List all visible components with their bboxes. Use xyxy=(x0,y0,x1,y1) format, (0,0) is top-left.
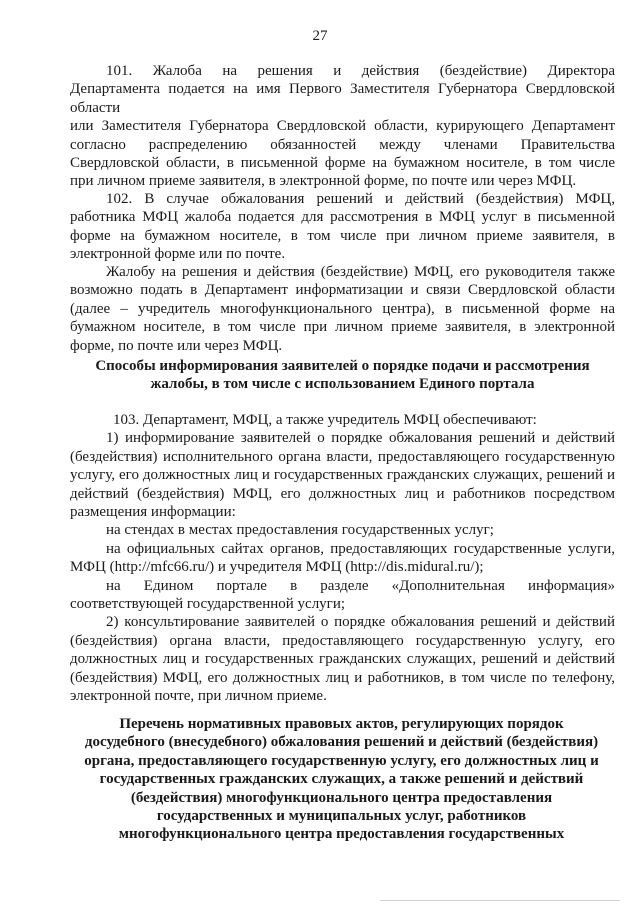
section-heading-informing: Способы информирования заявителей о порядке подачи и рассмотрения жалобы, в том числе с использованием Единого портала xyxy=(95,358,590,393)
paragraph-101-line: согласно распределению обязанностей между членами Правительства xyxy=(70,136,615,153)
paragraph-mfc-complaint xyxy=(70,263,615,355)
paragraph-mfc-text: Жалобу на решения и действия (бездействие) МФЦ, его руководителя также возможно подать в Департамент информатизации и связи Свердловской области (далее – учредитель многофункционального центра), в письменной форме на бумажном носителе, в том числе при личном приеме заявителя, в электронной форме, по почте или через МФЦ. xyxy=(70,264,615,354)
paragraph-103 xyxy=(70,411,615,706)
paragraph-103-portal: на Едином портале в разделе «Дополнительная информация» соответствующей государственной услуги; xyxy=(70,577,615,613)
paragraph-101 xyxy=(70,62,615,191)
paragraph-101-line: Департамента подается на имя Первого Заместителя Губернатора Свердловской xyxy=(70,81,615,98)
paragraph-103-item-1: 1) информирование заявителей о порядке обжалования решений и действий (бездействия) исполнительного органа власти, предоставляющего государственную услугу, его должностных лиц и государственных гражданских служащих, решений и действий (бездействия) МФЦ, его должностных лиц и работников посредством размещения информации: xyxy=(70,430,615,521)
paragraph-103-intro: 103. Департамент, МФЦ, а также учредитель МФЦ обеспечивают: xyxy=(113,412,537,428)
paragraph-101-line: 101. Жалоба на решения и действия (бездействие) Директора xyxy=(106,63,615,79)
page-number: 27 xyxy=(312,28,328,44)
paragraph-102 xyxy=(70,190,615,264)
paragraph-103-item-2: 2) консультирование заявителей о порядке обжалования решений и действий (бездействия) органа власти, предоставляющего государственную услугу, его должностных лиц и государственных гражданских служащих, решений и действий (бездействия) МФЦ, его должностных лиц и работников, в том числе по телефону, электронной почте, при личном приеме. xyxy=(70,614,615,705)
paragraph-103-stands: на стендах в местах предоставления государственных услуг; xyxy=(106,522,494,539)
paragraph-101-line: области xyxy=(70,99,121,116)
paragraph-103-sites: на официальных сайтах органов, предоставляющих государственные услуги, МФЦ (http://mfc66.ru/) и учредителя МФЦ (http://dis.midural.ru/); xyxy=(70,540,615,576)
paragraph-101-line: или Заместителя Губернатора Свердловской области, курирующего Департамент xyxy=(70,118,615,135)
paragraph-101-line: при личном приеме заявителя, в электронной форме, по почте или через МФЦ. xyxy=(70,173,577,190)
paragraph-102-text: 102. В случае обжалования решений и действий (бездействия) МФЦ, работника МФЦ жалоба подается для рассмотрения в МФЦ услуг в письменной форме на бумажном носителе, в том числе при личном приеме заявителя, в электронной форме или по почте. xyxy=(70,191,615,263)
section-heading-legal-acts: Перечень нормативных правовых актов, регулирующих порядок досудебного (внесудебного) обжалования решений и действий (бездействия) органа, предоставляющего государственную услугу, его должностных лиц и государственных гражданских служащих, а также решений и действий (бездействия) многофункционального центра предоставления государственных и муниципальных услуг, работников многофункционального центра предоставления государственных xyxy=(84,716,599,843)
scan-edge-line xyxy=(380,900,620,901)
paragraph-101-line: Свердловской области, в письменной форме на бумажном носителе, в том числе xyxy=(70,155,615,172)
